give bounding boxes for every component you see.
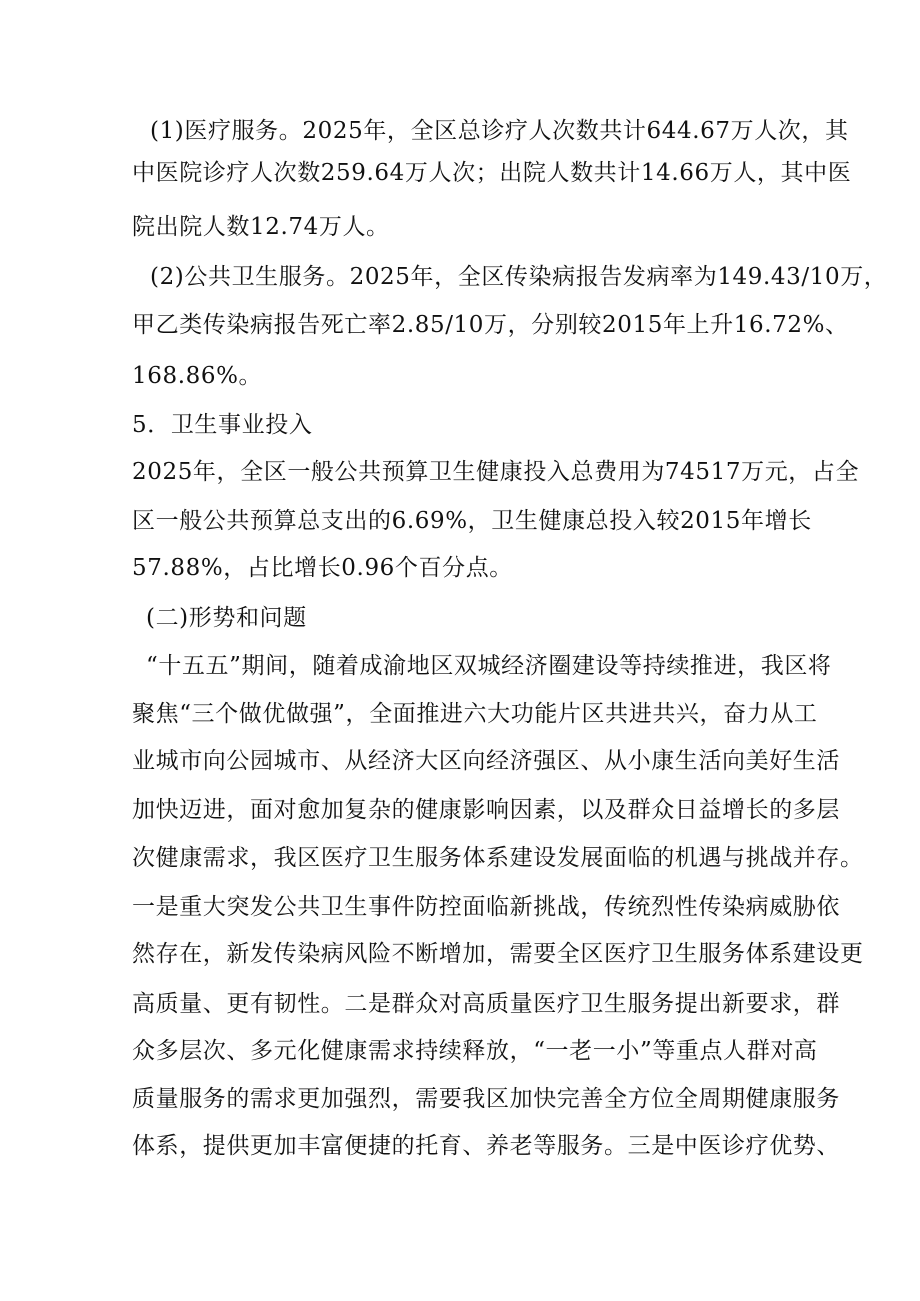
text-line-2: 中医院诊疗人次数259.64万人次；出院人数共计14.66万人，其中医 bbox=[132, 160, 852, 186]
text-line-4: (2)公共卫生服务。2025年，全区传染病报告发病率为149.43/10万， bbox=[150, 264, 888, 290]
text-line-3: 院出院人数12.74万人。 bbox=[132, 214, 390, 240]
text-line-6: 168.86%。 bbox=[132, 363, 263, 389]
text-line-9: 区一般公共预算总支出的6.69%，卫生健康总投入较2015年增长 bbox=[132, 508, 812, 534]
text-line-19: 高质量、更有韧性。二是群众对高质量医疗卫生服务提出新要求，群 bbox=[132, 991, 840, 1017]
text-line-14: 业城市向公园城市、从经济大区向经济强区、从小康生活向美好生活 bbox=[132, 748, 840, 774]
text-line-1: (1)医疗服务。2025年，全区总诊疗人次数共计644.67万人次，其 bbox=[150, 118, 849, 144]
section-heading-5: 5．卫生事业投入 bbox=[132, 412, 313, 438]
text-line-8: 2025年，全区一般公共预算卫生健康投入总费用为74517万元，占全 bbox=[132, 459, 860, 485]
text-line-21: 质量服务的需求更加强烈，需要我区加快完善全方位全周期健康服务 bbox=[132, 1086, 840, 1112]
text-line-16: 次健康需求，我区医疗卫生服务体系建设发展面临的机遇与挑战并存。 bbox=[132, 845, 864, 871]
text-line-17: 一是重大突发公共卫生事件防控面临新挑战，传统烈性传染病威胁依 bbox=[132, 894, 840, 920]
text-line-13: 聚焦“三个做优做强”，全面推进六大功能片区共进共兴，奋力从工 bbox=[132, 701, 818, 727]
text-line-10: 57.88%，占比增长0.96个百分点。 bbox=[132, 555, 513, 581]
text-line-20: 众多层次、多元化健康需求持续释放，“一老一小”等重点人群对高 bbox=[132, 1038, 818, 1064]
section-heading-situation: (二)形势和问题 bbox=[146, 605, 307, 631]
text-line-5: 甲乙类传染病报告死亡率2.85/10万，分别较2015年上升16.72%、 bbox=[132, 312, 849, 338]
text-line-15: 加快迈进，面对愈加复杂的健康影响因素，以及群众日益增长的多层 bbox=[132, 797, 840, 823]
text-line-12: “十五五”期间，随着成渝地区双城经济圈建设等持续推进，我区将 bbox=[146, 653, 832, 679]
text-line-22: 体系，提供更加丰富便捷的托育、养老等服务。三是中医诊疗优势、 bbox=[132, 1133, 840, 1159]
text-line-18: 然存在，新发传染病风险不断增加，需要全区医疗卫生服务体系建设更 bbox=[132, 941, 864, 967]
